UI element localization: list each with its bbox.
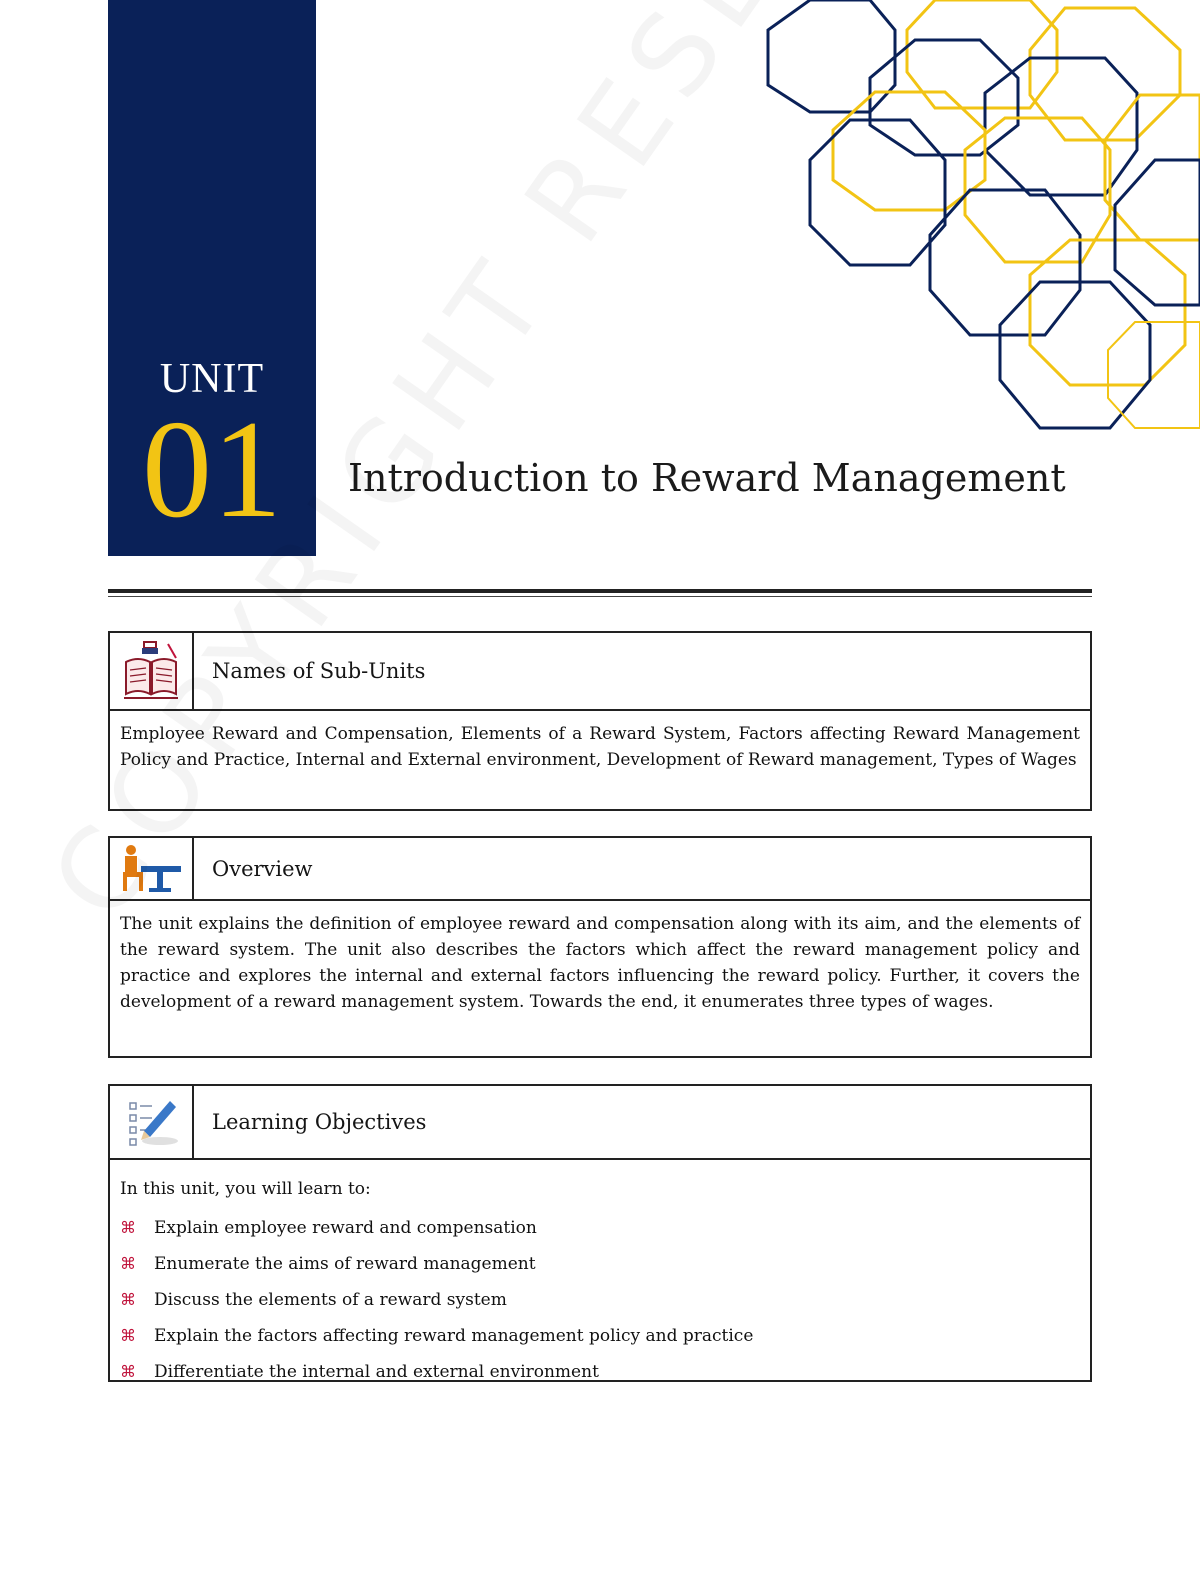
objective-text: Explain employee reward and compensation (154, 1218, 537, 1238)
title-divider-thin (108, 596, 1092, 597)
bullet-icon: ⌘ (120, 1326, 136, 1345)
decorative-octagons (760, 0, 1200, 440)
objectives-header (110, 1086, 1090, 1160)
objectives-heading: Learning Objectives (212, 1110, 427, 1134)
bullet-icon: ⌘ (120, 1218, 136, 1237)
objective-text: Discuss the elements of a reward system (154, 1290, 507, 1310)
objective-text: Enumerate the aims of reward management (154, 1254, 536, 1274)
unit-title: Introduction to Reward Management (348, 456, 1066, 500)
objectives-intro: In this unit, you will learn to: (120, 1179, 371, 1199)
objectives-list (120, 1210, 1080, 1390)
unit-number: 01 (142, 392, 282, 547)
list-item (120, 1210, 1080, 1246)
overview-heading: Overview (212, 856, 313, 881)
person-at-desk-icon (110, 838, 194, 899)
list-item (120, 1282, 1080, 1318)
sub-units-header (110, 633, 1090, 711)
bullet-icon: ⌘ (120, 1290, 136, 1309)
objectives-body (110, 1160, 1090, 1396)
overview-box (108, 836, 1092, 1058)
list-item (120, 1246, 1080, 1282)
bullet-icon: ⌘ (120, 1254, 136, 1273)
bullet-icon: ⌘ (120, 1362, 136, 1381)
list-item (120, 1354, 1080, 1390)
sub-units-box (108, 631, 1092, 811)
objective-text: Differentiate the internal and external environment (154, 1362, 599, 1382)
sub-units-text: Employee Reward and Compensation, Elements of a Reward System, Factors affecting Reward Management Policy and Practice, Internal and External environment, Development of Reward management, Types of Wages (120, 724, 1080, 770)
open-book-icon (110, 633, 194, 709)
overview-header (110, 838, 1090, 901)
objectives-box (108, 1084, 1092, 1382)
sub-units-heading: Names of Sub-Units (212, 659, 426, 683)
unit-label: UNIT (159, 356, 265, 402)
list-item (120, 1318, 1080, 1354)
overview-text: The unit explains the definition of employee reward and compensation along with its aim, and the elements of the reward system. The unit also describes the factors which affect the reward management policy and practice and explores the internal and external factors influencing the reward policy. Further, it covers the development of a reward management system. Towards the end, it enumerates three types of wages. (120, 914, 1080, 1012)
objective-text: Explain the factors affecting reward management policy and practice (154, 1326, 754, 1346)
checklist-pencil-icon (110, 1086, 194, 1158)
title-divider (108, 589, 1092, 593)
